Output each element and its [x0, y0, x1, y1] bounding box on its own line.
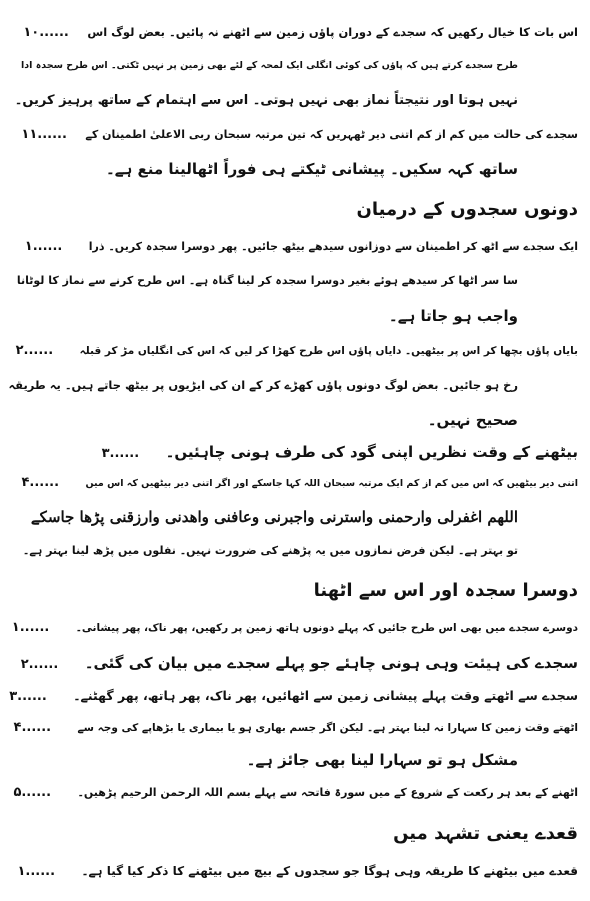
s1-item-2-line-2: رخ ہو جائیں۔ بعض لوگ دونوں پاؤں کھڑے کر کے ان کی ایڑیوں پر بیٹھ جاتے ہیں۔ یہ طریقہ [8, 378, 518, 392]
section-heading-second-sajda: دوسرا سجدہ اور اس سے اٹھنا [313, 580, 578, 601]
s1-item-4-line-3: تو بہتر ہے۔ لیکن فرض نمازوں میں یہ پڑھنے کی ضرورت نہیں۔ نفلوں میں پڑھ لینا بہتر ہے۔ [22, 544, 518, 557]
item-10-line-2: طرح سجدے کرتے ہیں کہ پاؤں کی کوئی انگلی ایک لمحہ کے لئے بھی زمین پر نہیں ٹکتی۔ اس طرح سجدہ ادا [21, 60, 518, 71]
s1-item-4-dua-line: اللھم اغفرلی وارحمنی واسترنی واجبرنی وعافنی واھدنی وارزقنی پڑھا جاسکے [30, 508, 518, 526]
item-11-line-1: سجدے کی حالت میں کم از کم اتنی دیر ٹھہریں کہ تین مرتبہ سبحان ربی الاعلیٰ اطمینان کے۱۱...... [8, 120, 578, 150]
item-10-line-1: اس بات کا خیال رکھیں کہ سجدے کے دوران پاؤں زمین سے اٹھنے نہ پائیں۔ بعض لوگ اس۱۰...... [8, 17, 578, 47]
s1-item-1-line-3: واجب ہو جاتا ہے۔ [388, 307, 518, 325]
item-number: ۲...... [15, 343, 54, 358]
item-number: ۵...... [13, 785, 52, 800]
section-heading-qaada: قعدے یعنی تشہد میں [393, 823, 578, 844]
item-number: ۳...... [101, 446, 140, 461]
s2-item-2-line-1: سجدے کی ہیئت وہی ہونی چاہئے جو پہلے سجدے میں بیان کی گئی۔۲...... [8, 648, 578, 678]
s1-item-4-line-1: اتنی دیر بیٹھیں کہ اس میں کم از کم ایک مرتبہ سبحان اللہ کہا جاسکے اور اگر اتنی دیر بیٹھیں کہ اس میں۴...... [8, 468, 578, 498]
s1-item-2-line-3: صحیح نہیں۔ [427, 411, 518, 429]
s1-item-1-line-2: سا سر اٹھا کر سیدھے ہوئے بغیر دوسرا سجدہ کر لینا گناہ ہے۔ اس طرح کرنے سے نماز کا لوٹانا [16, 274, 518, 287]
s2-item-4-line-1: اٹھتے وقت زمین کا سہارا نہ لینا بہتر ہے۔ لیکن اگر جسم بھاری ہو یا بیماری یا بڑھاپے کی وجہ سے۴...... [8, 713, 578, 743]
item-number: ۱۰...... [23, 25, 69, 40]
item-number: ۱...... [24, 239, 63, 254]
s1-item-2-line-1: بایاں پاؤں بچھا کر اس پر بیٹھیں۔ دایاں پاؤں اس طرح کھڑا کر لیں کہ اس کی انگلیاں مڑ کر قبلہ۲...... [8, 336, 578, 366]
item-number: ۴...... [13, 720, 52, 735]
s2-item-5-line-1: اٹھنے کے بعد ہر رکعت کے شروع کے میں سورۃ فاتحہ سے پہلے بسم اللہ الرحمن الرحیم پڑھیں۔۵...... [8, 778, 578, 808]
s1-item-3-line-1: بیٹھنے کے وقت نظریں اپنی گود کی طرف ہونی چاہئیں۔۳...... [8, 437, 578, 467]
section-heading-between-sajdas: دونوں سجدوں کے درمیان [356, 199, 578, 220]
item-number: ۱...... [17, 864, 56, 879]
item-number: ۲...... [20, 657, 59, 672]
s2-item-4-line-2: مشکل ہو تو سہارا لینا بھی جائز ہے۔ [246, 751, 518, 769]
s1-item-1-line-1: ایک سجدے سے اٹھ کر اطمینان سے دوزانوں سیدھے بیٹھ جائیں۔ پھر دوسرا سجدہ کریں۔ ذرا۱...... [8, 232, 578, 262]
s2-item-3-line-1: سجدے سے اٹھتے وقت پہلے پیشانی زمین سے اٹھائیں، پھر ناک، پھر ہاتھ، پھر گھٹنے۔۳...... [8, 681, 578, 711]
s2-item-1-line-1: دوسرے سجدے میں بھی اس طرح جائیں کہ پہلے دونوں ہاتھ زمین پر رکھیں، پھر ناک، پھر پیشانی۔۱...... [8, 613, 578, 643]
item-10-line-3: نہیں ہوتا اور نتیجتاً نماز بھی نہیں ہوتی۔ اس سے اہتمام کے ساتھ پرہیز کریں۔ [14, 93, 518, 108]
s3-item-1-line-1: قعدے میں بیٹھنے کا طریقہ وہی ہوگا جو سجدوں کے بیچ میں بیٹھنے کا ذکر کیا گیا ہے۔۱...... [8, 856, 578, 886]
item-number: ۳...... [9, 689, 47, 704]
item-11-line-2: ساتھ کہہ سکیں۔ پیشانی ٹیکتے ہی فوراً اٹھالینا منع ہے۔ [105, 160, 518, 178]
item-number: ۴...... [21, 475, 60, 490]
item-number: ۱...... [11, 620, 50, 635]
item-number: ۱۱...... [21, 127, 67, 142]
